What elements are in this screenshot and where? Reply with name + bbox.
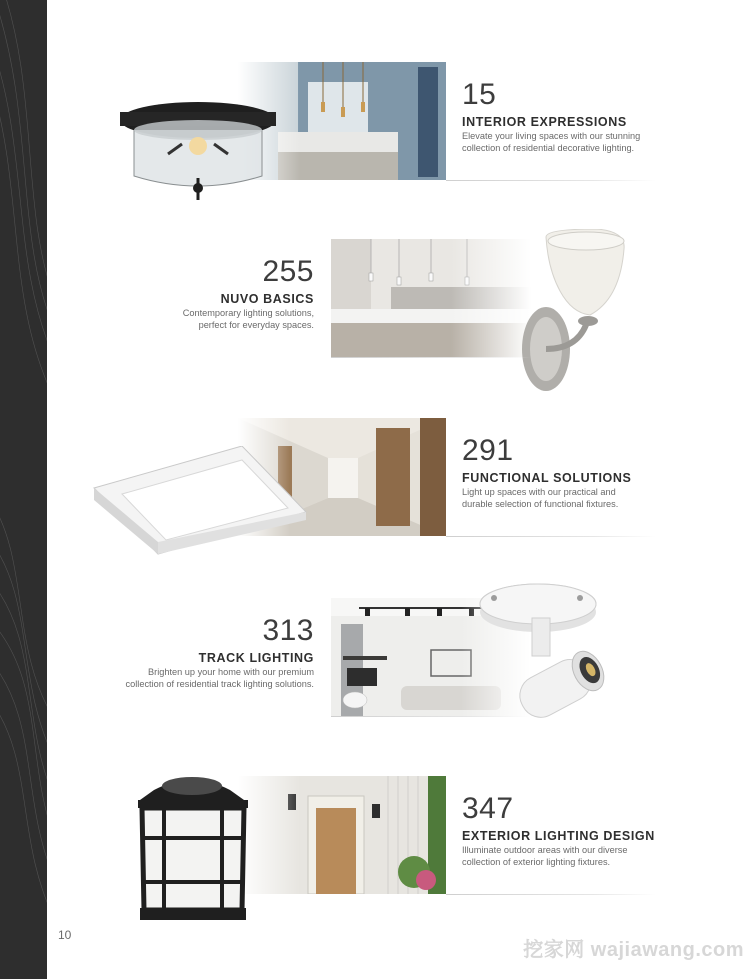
description-line: collection of exterior lighting fixtures.: [462, 857, 611, 867]
description-line: Elevate your living spaces with our stunning: [462, 131, 641, 141]
section-number: 291: [462, 434, 514, 467]
section-number: 313: [262, 614, 314, 647]
square-flat-panel-icon: [92, 446, 308, 556]
lantern-wall-light-icon: [134, 772, 252, 924]
section-title: FUNCTIONAL SOLUTIONS: [462, 471, 632, 485]
section-description: [462, 130, 702, 154]
description-line: collection of residential decorative lighting.: [462, 143, 635, 153]
section-title: EXTERIOR LIGHTING DESIGN: [462, 829, 655, 843]
section-title: NUVO BASICS: [220, 292, 314, 306]
divider-line: [446, 894, 656, 895]
page-number: 10: [58, 928, 72, 942]
section-description: [462, 486, 702, 510]
divider-line: [446, 536, 656, 537]
flush-mount-light-icon: [118, 92, 278, 204]
section-title: INTERIOR EXPRESSIONS: [462, 115, 627, 129]
description-line: Contemporary lighting solutions,: [182, 308, 314, 318]
description-line: Brighten up your home with our premium: [148, 667, 314, 677]
description-line: perfect for everyday spaces.: [198, 320, 314, 330]
decorative-sidebar: [0, 0, 47, 979]
section-description: [74, 307, 314, 331]
divider-line: [446, 180, 656, 181]
kitchen-island-photo: [331, 239, 531, 357]
watermark: 挖家网 wajiawang.com: [523, 939, 744, 961]
section-description: [462, 844, 702, 868]
section-description: [44, 666, 314, 690]
section-title: TRACK LIGHTING: [198, 651, 314, 665]
section-number: 15: [462, 78, 497, 111]
description-line: collection of residential track lighting solutions.: [125, 679, 314, 689]
section-number: 255: [262, 255, 314, 288]
house-exterior-photo: [238, 776, 446, 894]
description-line: durable selection of functional fixtures.: [462, 499, 619, 509]
wall-sconce-icon: [516, 229, 632, 399]
description-line: Light up spaces with our practical and: [462, 487, 616, 497]
divider-line: [331, 357, 531, 358]
section-number: 347: [462, 792, 514, 825]
track-spotlight-icon: [476, 582, 616, 734]
divider-line: [331, 716, 531, 717]
description-line: Illuminate outdoor areas with our diverse: [462, 845, 628, 855]
